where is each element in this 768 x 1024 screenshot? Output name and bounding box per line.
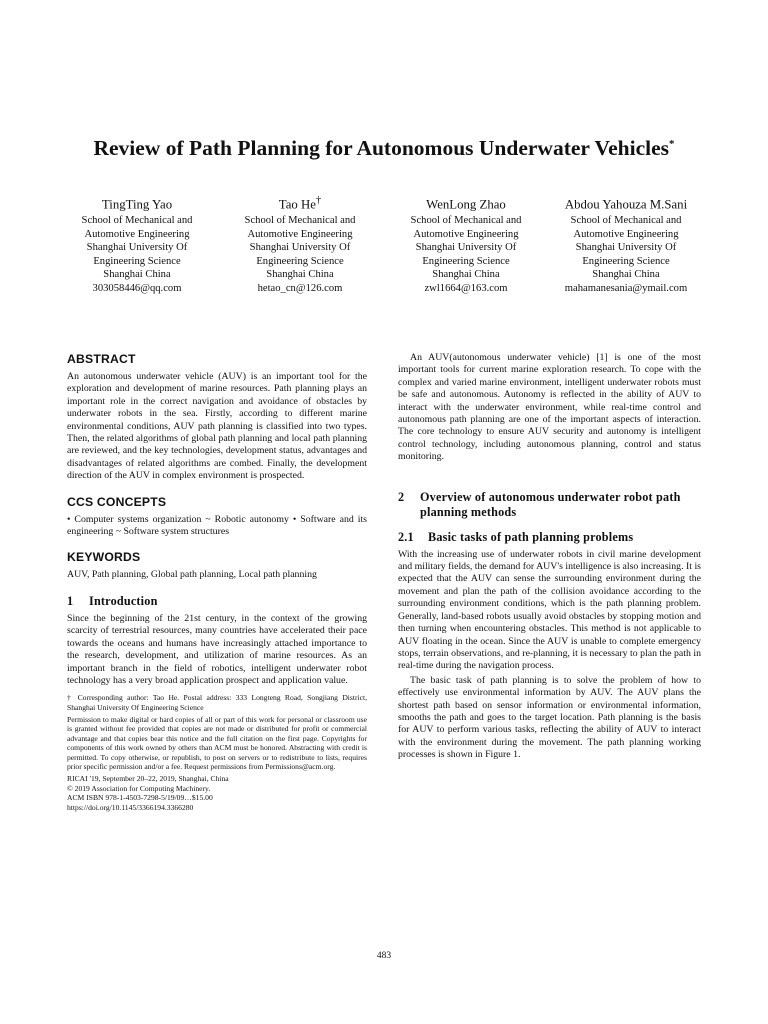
section-number: 2 <box>398 489 405 504</box>
section-title: Overview of autonomous underwater robot path planning methods <box>420 489 681 519</box>
copyright-info: © 2019 Association for Computing Machinery. <box>67 783 211 793</box>
author-location: Shanghai China <box>266 269 334 281</box>
section-2-heading <box>398 490 701 520</box>
author-affiliation-2: Automotive Engineering <box>573 228 679 240</box>
permission-note: Permission to make digital or hard copies of all or part of this work for personal or classroom use is granted without fee provided that copies are not made or distributed for profit or commercial advantage and that copies bear this notice and the full citation on the first page. Copyrights for components of this work owned by others than ACM must be honored. Abstracting with credit is permitted. To copy otherwise, or republish, to post on servers or to redistribute to lists, requires prior specific permission and/or a fee. Request permissions from Permissions@acm.org. <box>67 714 367 772</box>
section-2-1-para-1: With the increasing use of underwater robots in civil marine development and military fields, the demand for AUV's intelligence is also increasing. It is expected that the AUV can sense the surrounding environment during the movement and plan the path of the collision avoidance according to the surrounding environment conditions, which is the path planning problem. Generally, land-based robots usually avoid obstacles by stopping motion and then turning when encountering obstacles. This method is not applicable to AUV floating in the ocean. Since the AUV is unable to complete emergency stops, terrain observations, and re-planning, it is necessary to plan the path in real-time during the navigation process. <box>398 548 701 672</box>
ccs-heading: CCS CONCEPTS <box>67 494 167 509</box>
ccs-text: • Computer systems organization ~ Robotic autonomy • Software and its engineering ~ Software system structures <box>67 513 367 538</box>
author-affiliation-3: Shanghai University Of <box>86 242 188 254</box>
author-4 <box>546 192 706 295</box>
intro-continued-text: An AUV(autonomous underwater vehicle) [1] is one of the most important tools for current marine exploration research. To cope with the complex and varied marine environment, intelligent underwater robots must be safe and autonomous. Autonomy is reflected in the ability of AUV to interact with the underwater environment, while real-time control and autonomous path planning are one of the important aspects of interaction. The core technology to ensure AUV security and autonomy is intelligent control technology, including autonomous planning, control and status monitoring. <box>398 352 701 463</box>
section-title: Basic tasks of path planning problems <box>428 529 634 544</box>
author-name: Tao He† <box>278 195 322 212</box>
author-affiliation-2: Automotive Engineering <box>84 228 190 240</box>
author-affiliation-1: School of Mechanical and <box>81 215 193 227</box>
author-1 <box>57 192 217 295</box>
author-affiliation-4: Engineering Science <box>422 255 510 267</box>
author-affiliation-4: Engineering Science <box>256 255 344 267</box>
author-affiliation-2: Automotive Engineering <box>413 228 519 240</box>
keywords-text: AUV, Path planning, Global path planning, Local path planning <box>67 569 317 581</box>
author-3 <box>386 192 546 295</box>
author-affiliation-1: School of Mechanical and <box>410 215 522 227</box>
author-2 <box>220 192 380 295</box>
author-affiliation-3: Shanghai University Of <box>249 242 351 254</box>
author-email: hetao_cn@126.com <box>257 282 343 294</box>
author-affiliation-4: Engineering Science <box>93 255 181 267</box>
abstract-heading: ABSTRACT <box>67 352 136 366</box>
author-email: 303058446@qq.com <box>92 282 182 294</box>
section-number: 1 <box>67 593 74 608</box>
section-2-1-para-2: The basic task of path planning is to solve the problem of how to effectively use environmental information by AUV. The AUV plans the shortest path based on sensor information or environmental information, smooths the path and goes to the target location. Path planning is the basis for AUV to perform various tasks, reflecting the ability of AUV to interact with the environment during the movement. The path planning working processes is shown in Figure 1. <box>398 674 701 761</box>
section-title: Introduction <box>89 593 158 608</box>
intro-text: Since the beginning of the 21st century, in the context of the growing scarcity of terrestrial resources, many countries have accelerated their pace towards the oceans and humans have increasingly attached importance to the research, development, and utilization of marine resources. As an important branch in the field of robotics, intelligent underwater robot technology has a very broad application prospect and application value. <box>67 612 367 686</box>
author-affiliation-2: Automotive Engineering <box>247 228 353 240</box>
author-name: WenLong Zhao <box>426 197 506 212</box>
isbn-info: ACM ISBN 978-1-4503-7298-5/19/09…$15.00 <box>67 793 213 803</box>
right-column <box>398 352 701 768</box>
left-column <box>67 352 367 812</box>
footnote-block <box>67 693 367 812</box>
paper-title <box>40 130 728 162</box>
author-name: Abdou Yahouza M.Sani <box>564 197 688 212</box>
author-email: zwl1664@163.com <box>424 282 508 294</box>
abstract-text: An autonomous underwater vehicle (AUV) is an important tool for the exploration and development of marine resources. Path planning plays an important role in the correct navigation and avoidance of obstacles by underwater robots in the sea. Firstly, according to different marine environmental conditions, AUV path planning is classified into two types. Then, the related algorithms of global path planning and local path planning are reviewed, and the key technologies, development status, advantages and disadvantages of related algorithms are combed. Finally, the development direction of the AUV in complex environment is prospected. <box>67 371 367 482</box>
page-number: 483 <box>376 951 392 961</box>
author-location: Shanghai China <box>592 269 660 281</box>
author-affiliation-3: Shanghai University Of <box>575 242 677 254</box>
author-email: mahamanesania@ymail.com <box>564 282 688 294</box>
corresponding-author-mark: † <box>315 195 322 206</box>
author-affiliation-1: School of Mechanical and <box>570 215 682 227</box>
author-location: Shanghai China <box>103 269 171 281</box>
author-affiliation-4: Engineering Science <box>582 255 670 267</box>
corresponding-author-note: † Corresponding author: Tao He. Postal address: 333 Longteng Road, Songjiang District, Shanghai University Of Engineering Science <box>67 693 367 712</box>
author-name: TingTing Yao <box>101 197 173 212</box>
section-2-1-heading <box>398 530 701 545</box>
keywords-heading: KEYWORDS <box>67 550 141 565</box>
conference-info: RICAI '19, September 20–22, 2019, Shanghai, China <box>67 774 229 784</box>
intro-heading <box>67 594 367 609</box>
doi-link[interactable]: https://doi.org/10.1145/3366194.3366280 <box>67 802 194 812</box>
author-location: Shanghai China <box>432 269 500 281</box>
title-footnote-mark: * <box>669 138 675 150</box>
paper-title-text: Review of Path Planning for Autonomous Underwater Vehicles <box>93 136 670 161</box>
author-affiliation-3: Shanghai University Of <box>415 242 517 254</box>
section-number: 2.1 <box>398 529 414 544</box>
author-affiliation-1: School of Mechanical and <box>244 215 356 227</box>
